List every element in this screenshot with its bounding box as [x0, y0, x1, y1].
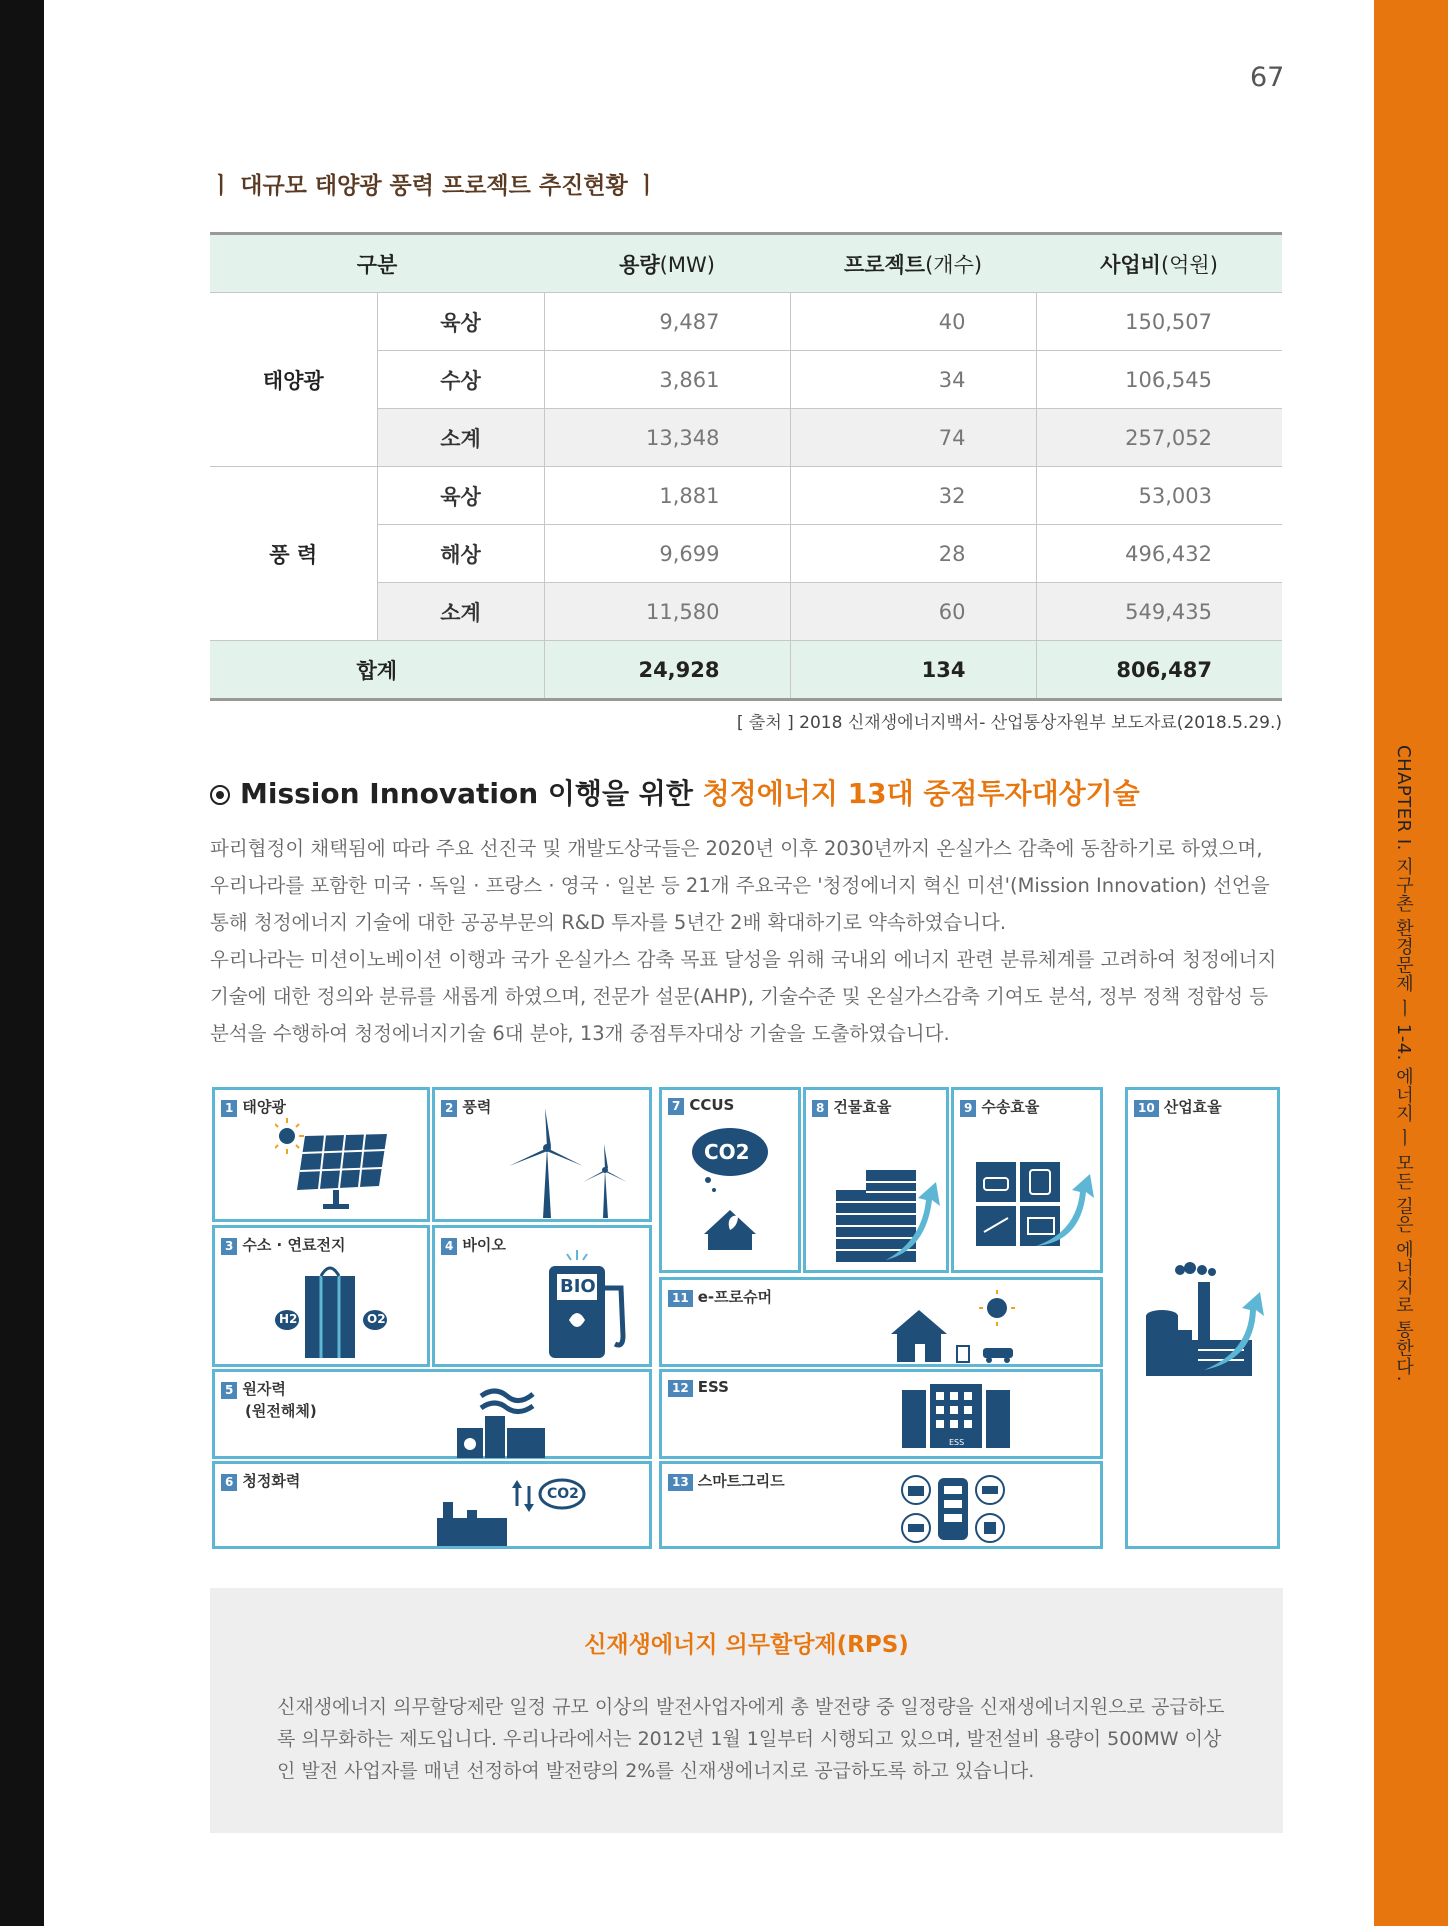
tile-label-text: 산업효율	[1163, 1098, 1222, 1116]
header-projects-unit: (개수)	[925, 252, 983, 277]
co2-label: CO2	[704, 1140, 750, 1164]
tile-e-prosumer	[659, 1277, 1103, 1367]
group-solar: 태양광	[210, 293, 377, 467]
row-sub: 소계	[377, 409, 544, 467]
tile-number: 1	[221, 1100, 237, 1117]
chapter-side-tab	[1374, 0, 1448, 1926]
cell-capacity: 9,487	[544, 293, 790, 351]
smart-grid-icon	[900, 1470, 1010, 1548]
cell-capacity: 9,699	[544, 525, 790, 583]
header-projects-label: 프로젝트	[843, 252, 926, 277]
tile-label	[668, 1470, 785, 1491]
cell-projects: 28	[790, 525, 1036, 583]
factory-icon	[1144, 1260, 1269, 1380]
project-status-table	[210, 232, 1282, 701]
bullet-icon	[210, 785, 230, 805]
prosumer-house-icon	[887, 1286, 1027, 1366]
page-number: 67	[1250, 62, 1285, 93]
header-projects	[790, 234, 1036, 293]
cell-projects: 32	[790, 467, 1036, 525]
cell-projects: 74	[790, 409, 1036, 467]
co2-small-label: CO2	[547, 1486, 579, 1502]
cell-projects: 34	[790, 351, 1036, 409]
total-label: 합계	[210, 641, 544, 700]
table-row	[210, 293, 1282, 351]
tile-label-text: 건물효율	[833, 1098, 892, 1116]
tile-label-text: 태양광	[242, 1098, 286, 1116]
tile-label	[221, 1470, 300, 1491]
tile-label-text: 원자력	[242, 1380, 286, 1398]
tile-label	[668, 1096, 734, 1115]
header-capacity	[544, 234, 790, 293]
side-tab-text: CHAPTER I. 지구촌 환경문제 ㅣ 1-4. 에너지 ㅣ 모든 길은 에너지로 통한다.	[1393, 745, 1414, 1382]
tile-label-text: 청정화력	[242, 1472, 301, 1490]
row-sub: 육상	[377, 293, 544, 351]
clean-energy-tech-diagram	[212, 1087, 1280, 1549]
nuclear-plant-icon	[455, 1382, 555, 1460]
o2-label: O2	[367, 1312, 386, 1326]
cell-cost: 257,052	[1036, 409, 1282, 467]
table-title: ㅣ 대규모 태양광 풍력 프로젝트 추진현황 ㅣ	[210, 173, 658, 199]
tile-label-text: ESS	[697, 1378, 729, 1396]
tile-label	[668, 1378, 729, 1397]
cell-cost: 53,003	[1036, 467, 1282, 525]
rps-title: 신재생에너지 의무할당제(RPS)	[584, 1632, 909, 1658]
row-sub: 수상	[377, 351, 544, 409]
total-capacity: 24,928	[544, 641, 790, 700]
table-total-row	[210, 641, 1282, 700]
tile-nuclear	[212, 1369, 652, 1459]
heading-prefix: Mission Innovation 이행을 위한	[240, 777, 703, 810]
header-category: 구분	[210, 234, 544, 293]
tile-label-text: 수송효율	[981, 1098, 1040, 1116]
tile-label-text: CCUS	[689, 1096, 735, 1114]
tile-number: 11	[668, 1290, 693, 1307]
tile-number: 9	[960, 1100, 976, 1117]
tile-number: 2	[441, 1100, 457, 1117]
tile-number: 4	[441, 1238, 457, 1255]
cell-cost: 549,435	[1036, 583, 1282, 641]
group-wind: 풍 력	[210, 467, 377, 641]
bio-pump-icon	[545, 1248, 635, 1363]
row-sub: 소계	[377, 583, 544, 641]
fuel-cell-icon	[275, 1256, 395, 1366]
paragraph-2: 우리나라는 미션이노베이션 이행과 국가 온실가스 감축 목표 달성을 위해 국내외 에너지 관련 분류체계를 고려하여 청정에너지 기술에 대한 정의와 분류를 새롭게 하였으며, 전문가 설문(AHP), 기술수준 및 온실가스감축 기여도 분석, 정부 정책 정합성 등 분석을 수행하여 청정에너지기술 6대 분야, 13개 중점투자대상 기술을 도출하였습니다.	[210, 948, 1277, 1045]
tile-number: 10	[1134, 1100, 1159, 1117]
book-binding	[0, 0, 44, 1926]
tile-industrial-efficiency	[1125, 1087, 1280, 1549]
paragraph-1: 파리협정이 채택됨에 따라 주요 선진국 및 개발도상국들은 2020년 이후 2030년까지 온실가스 감축에 동참하기로 하였으며, 우리나라를 포함한 미국 · 독일 · 프랑스 · 영국 · 일본 등 21개 주요국은 '청정에너지 혁신 미션'(Mission Innovation) 선언을 통해 청정에너지 기술에 대한 공공부문의 R&D 투자를 5년간 2배 확대하기로 약속하였습니다.	[210, 837, 1270, 934]
table-row	[210, 467, 1282, 525]
rps-text: 신재생에너지 의무할당제란 일정 규모 이상의 발전사업자에게 총 발전량 중 일정량을 신재생에너지원으로 공급하도록 의무화하는 제도입니다. 우리나라에서는 2012년 1월 1일부터 시행되고 있으며, 발전설비 용량이 500MW 이상인 발전 사업자를 매년 선정하여 발전량의 2%를 신재생에너지로 공급하도록 하고 있습니다.	[277, 1696, 1225, 1782]
tile-label	[960, 1096, 1039, 1117]
ess-caption: ESS	[949, 1438, 965, 1447]
tile-label	[221, 1096, 286, 1117]
tile-label-text: 스마트그리드	[697, 1472, 785, 1490]
tile-label-text: 수소 · 연료전지	[242, 1236, 346, 1254]
table-header-row	[210, 234, 1282, 293]
tile-label	[441, 1234, 506, 1255]
wind-turbine-icon	[505, 1108, 635, 1220]
cell-cost: 106,545	[1036, 351, 1282, 409]
rps-info-box	[210, 1588, 1283, 1833]
tile-label	[441, 1096, 491, 1117]
solar-panel-icon	[275, 1116, 395, 1216]
row-sub: 해상	[377, 525, 544, 583]
tile-number: 5	[221, 1382, 237, 1399]
tile-ccus	[659, 1087, 801, 1273]
tile-number: 7	[668, 1098, 684, 1115]
cell-capacity: 13,348	[544, 409, 790, 467]
tile-smart-grid	[659, 1461, 1103, 1549]
tile-number: 3	[221, 1238, 237, 1255]
header-cost-unit: (억원)	[1160, 252, 1218, 277]
bio-label: BIO	[560, 1276, 596, 1297]
building-icon	[836, 1160, 946, 1265]
total-cost: 806,487	[1036, 641, 1282, 700]
tile-hydrogen-fuel-cell	[212, 1225, 430, 1367]
tile-number: 13	[668, 1474, 693, 1491]
tile-label-text: e-프로슈머	[697, 1288, 773, 1306]
tile-bio	[432, 1225, 652, 1367]
tile-wind	[432, 1087, 652, 1222]
section-body	[210, 830, 1285, 1052]
tile-solar	[212, 1087, 430, 1222]
cell-projects: 60	[790, 583, 1036, 641]
tile-ess	[659, 1369, 1103, 1459]
cell-capacity: 1,881	[544, 467, 790, 525]
thermal-plant-icon	[437, 1472, 587, 1548]
tile-label-text: 풍력	[462, 1098, 492, 1116]
tile-building-efficiency	[803, 1087, 949, 1273]
cell-cost: 150,507	[1036, 293, 1282, 351]
tile-clean-thermal	[212, 1461, 652, 1549]
tile-transport-efficiency	[951, 1087, 1103, 1273]
heading-highlight: 청정에너지 13대 중점투자대상기술	[702, 777, 1140, 810]
tile-label	[221, 1234, 345, 1255]
cell-projects: 40	[790, 293, 1036, 351]
tile-number: 6	[221, 1474, 237, 1491]
tile-label	[668, 1286, 772, 1307]
cell-cost: 496,432	[1036, 525, 1282, 583]
tile-label	[221, 1378, 286, 1399]
cell-capacity: 3,861	[544, 351, 790, 409]
tile-label	[812, 1096, 891, 1117]
row-sub: 육상	[377, 467, 544, 525]
section-heading	[210, 772, 1140, 812]
transport-icon	[976, 1162, 1101, 1262]
table-source: [ 출처 ] 2018 신재생에너지백서- 산업통상자원부 보도자료(2018.5.29.)	[736, 713, 1282, 733]
cell-capacity: 11,580	[544, 583, 790, 641]
tile-number: 12	[668, 1380, 693, 1397]
tile-sublabel: (원전해체)	[245, 1402, 317, 1420]
h2-label: H2	[279, 1312, 298, 1326]
tile-label	[1134, 1096, 1222, 1117]
tile-number: 8	[812, 1100, 828, 1117]
header-cost-label: 사업비	[1100, 252, 1161, 277]
total-projects: 134	[790, 641, 1036, 700]
header-cost	[1036, 234, 1282, 293]
tile-label-text: 바이오	[462, 1236, 506, 1254]
header-capacity-unit: (MW)	[659, 252, 715, 277]
header-capacity-label: 용량	[619, 252, 660, 277]
